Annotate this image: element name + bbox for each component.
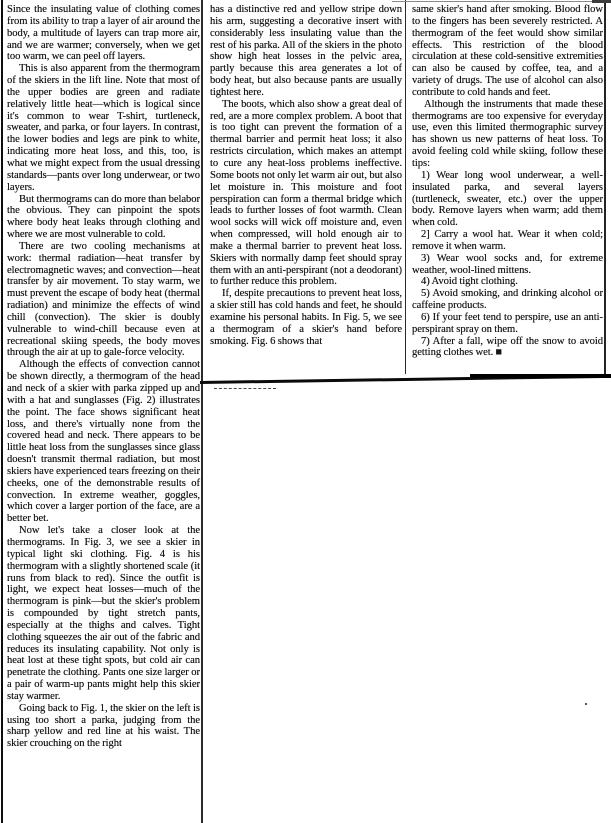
article-column-middle	[210, 4, 402, 347]
page-right-border-rule	[604, 0, 606, 374]
tip-item-with-end-mark: 7) After a fall, wipe off the snow to avoid getting clothes wet. ■	[412, 335, 603, 359]
scan-artifact-dashes	[214, 388, 276, 389]
paragraph: But thermograms can do more than belabor the obvious. They can pinpoint the spots where body heat leaks through clothing and where we are most vulnerable to cold.	[7, 193, 200, 241]
tip-item: 1) Wear long wool underwear, a well-insulated parka, and several layers (turtleneck, sweater, etc.) over the upper body. Remove layers when warm; add them when cold.	[412, 169, 603, 229]
paragraph: The boots, which also show a great deal of red, are a more complex problem. A boot that is too tight can prevent the formation of a thermal barrier and permit heat loss; it also restricts circulation, which makes an attempt to cure any heat-loss problems ineffective. Some boots not only let warm air out, but also let moisture in. This moisture and foot perspiration can form a thermal bridge which leads to further losses of foot warmth. Clean wool socks will wick off moisture and, even when compressed, will hold enough air to make a thermal barrier to prevent heat loss. Skiers with normally damp feet should spray them with an anti-perspirant (not a deodorant) to further reduce this problem.	[210, 98, 402, 288]
paragraph: Although the instruments that made these thermograms are too expensive for everyday use, even this limited thermographic survey has shown us new patterns of heat loss. To avoid feeling cold while skiing, follow these tips:	[412, 98, 603, 169]
tip-item: 5) Avoid smoking, and drinking alcohol or caffeine products.	[412, 288, 603, 312]
paragraph: Going back to Fig. 1, the skier on the left is using too short a parka, judging from the sharp yellow and red line at his waist. The skier crouching on the right	[7, 702, 200, 750]
top-right-corner-tick	[592, 0, 611, 3]
top-edge-hairline	[392, 1, 611, 2]
paragraph: Although the effects of convection cannot be shown directly, a thermogram of the head and neck of a skier with parka zipped up and with a hat and sunglasses (Fig. 2) illustrates the point. The face shows significant heat loss, and there's virtually none from the covered head and neck. There appears to be little heat loss from the sunglasses since glass doesn't transmit thermal radiation, but most skiers have experienced tears freezing on their cheeks, one of the demonstrable results of convection. In extreme weather, goggles, which cover a larger portion of the face, are a better bet.	[7, 359, 200, 525]
paragraph: If, despite precautions to prevent heat loss, a skier still has cold hands and feet, he should examine his personal habits. In Fig. 5, we see a thermogram of a skier's hand before smoking. Fig. 6 shows that	[210, 288, 402, 347]
tip-item: 4) Avoid tight clothing.	[421, 276, 518, 288]
scan-artifact-dot	[585, 703, 587, 705]
figure-area-top-rule-thick	[470, 374, 611, 378]
tip-item: 3) Wear wool socks and, for extreme weather, wool-lined mittens.	[412, 252, 603, 276]
page-left-border-rule	[1, 0, 3, 823]
column-divider-middle-right	[405, 0, 406, 374]
paragraph: There are two cooling mechanisms at work: thermal radiation—heat transfer by electromagnetic waves; and convection—heat transfer by air movement. To stay warm, we must prevent the escape of body heat (thermal radiation) and minimize the effects of wind chill (convection). The skier is doubly vulnerable to wind-chill because even at recreational skiing speeds, the body moves through the air at up to gale-force velocity.	[7, 240, 200, 359]
article-column-right	[412, 4, 603, 359]
column-divider-left-middle	[201, 0, 203, 823]
paragraph: Now let's take a closer look at the thermograms. In Fig. 3, we see a skier in typical light ski clothing. Fig. 4 is his thermogram with a slightly shortened scale (it runs from black to red). Since the outfit is light, we expect heat losses—much of the thermogram is pink—but the skier's problem is compounded by tight stretch pants, especially at the thighs and calves. Tight clothing squeezes the air out of the fabric and reduces its insulating capability. Not only is heat lost at these tight spots, but cold air can penetrate the clothing. Pants one size larger or a pair of warm-up pants might help this skier stay warmer.	[7, 525, 200, 702]
paragraph: has a distinctive red and yellow stripe down his arm, suggesting a decorative insert with considerably less insulating value than the rest of his parka. All of the skiers in the photo show high heat losses in the pelvic area, partly because this area generates a lot of body heat, but also because pants are usually tightest here.	[210, 4, 402, 98]
paragraph: same skier's hand after smoking. Blood flow to the fingers has been severely restricted. A thermogram of the feet would show similar effects. This restriction of the blood circulation at these cold-sensitive extremities can also be caused by coffee, tea, and a variety of drugs. The use of alcohol can also contribute to cold hands and feet.	[412, 4, 603, 98]
tip-item: 2] Carry a wool hat. Wear it when cold; remove it when warm.	[412, 229, 603, 252]
paragraph: Since the insulating value of clothing comes from its ability to trap a layer of air around the body, a multitude of layers can trap more air, and we are warmer; conversely, when we get too warm, we can peel off layers.	[7, 4, 200, 63]
tip-item: 6) If your feet tend to perspire, use an anti-perspirant spray on them.	[412, 311, 603, 335]
article-column-left	[7, 4, 200, 750]
paragraph: This is also apparent from the thermogram of the skiers in the lift line. Note that most of the upper bodies are green and radiate relatively little heat—which is logical since it's common to wear T-shirt, turtleneck, sweater, and parka, or four layers. In contrast, the lower bodies and legs are pink to white, indicating more heat loss, and this, too, is what we might expect from the usual dressing standards—pants over long underwear, or two layers.	[7, 63, 200, 193]
